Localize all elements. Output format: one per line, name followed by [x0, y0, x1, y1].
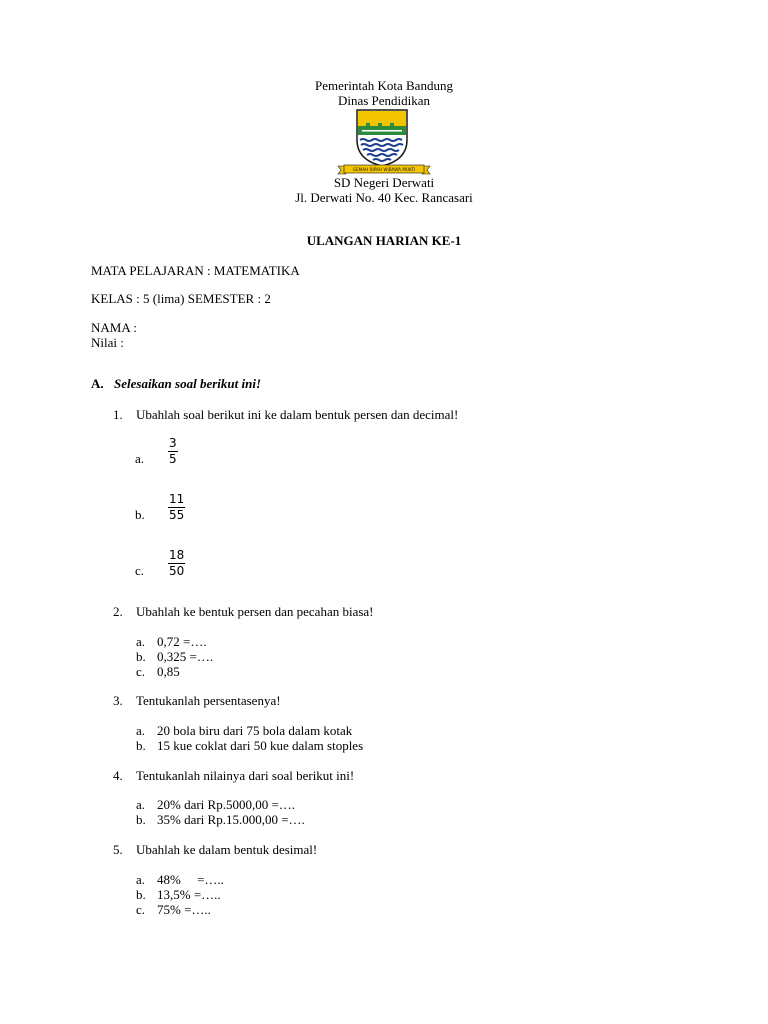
option-letter: a.: [135, 451, 145, 466]
option-letter: a.: [136, 872, 146, 887]
fraction-denominator: 50: [169, 564, 185, 578]
fraction: [168, 436, 178, 467]
option-letter: c.: [136, 664, 146, 679]
fraction-numerator: 11: [169, 492, 185, 506]
option-text: 13,5% =…..: [157, 887, 221, 902]
section-title: Selesaikan soal berikut ini!: [114, 376, 261, 391]
fraction-denominator: 5: [169, 452, 177, 466]
option-letter: b.: [136, 887, 146, 902]
option-letter: a.: [136, 797, 146, 812]
question-text: Ubahlah soal berikut ini ke dalam bentuk persen dan decimal!: [136, 407, 459, 422]
option-letter: b.: [136, 649, 146, 664]
question-text: Tentukanlah nilainya dari soal berikut ini!: [136, 768, 355, 783]
option-text: 0,85: [157, 664, 180, 679]
question-text: Ubahlah ke bentuk persen dan pecahan biasa!: [136, 604, 374, 619]
option-text: 0,325 =….: [157, 649, 214, 664]
question-text: Ubahlah ke dalam bentuk desimal!: [136, 842, 318, 857]
option-text: 75% =…..: [157, 902, 211, 917]
option-text: 20 bola biru dari 75 bola dalam kotak: [157, 723, 353, 738]
exam-title: ULANGAN HARIAN KE-1: [306, 233, 462, 248]
fraction-denominator: 55: [169, 508, 185, 522]
option-text: 20% dari Rp.5000,00 =….: [157, 797, 296, 812]
option-letter: a.: [136, 723, 146, 738]
option-letter: b.: [136, 738, 146, 753]
school-name: SD Negeri Derwati: [333, 175, 435, 190]
question-number: 2.: [113, 604, 123, 619]
section-marker: A.: [91, 376, 104, 391]
option-letter: b.: [136, 812, 146, 827]
option-letter: c.: [136, 902, 146, 917]
question-number: 3.: [113, 693, 123, 708]
question-text: Tentukanlah persentasenya!: [136, 693, 281, 708]
name-line: NAMA :: [91, 320, 137, 335]
class-line: KELAS : 5 (lima) SEMESTER : 2: [91, 291, 271, 306]
option-text: 48% =…..: [157, 872, 224, 887]
option-text: 0,72 =….: [157, 634, 207, 649]
option-text: 15 kue coklat dari 50 kue dalam stoples: [157, 738, 364, 753]
question-number: 4.: [113, 768, 123, 783]
emblem-motto: GEMAH RIPAH WIBAWA MUKTI: [352, 167, 416, 173]
subject-line: MATA PELAJARAN : MATEMATIKA: [91, 263, 300, 278]
question-number: 1.: [113, 407, 123, 422]
fraction-numerator: 3: [169, 436, 177, 450]
fraction-numerator: 18: [169, 548, 185, 562]
government-name: Pemerintah Kota Bandung: [315, 78, 453, 93]
city-emblem: [336, 108, 432, 176]
score-line: Nilai :: [91, 335, 124, 350]
fraction: [168, 492, 185, 523]
question-number: 5.: [113, 842, 123, 857]
option-letter: b.: [135, 507, 145, 522]
option-letter: c.: [135, 563, 145, 578]
option-text: 35% dari Rp.15.000,00 =….: [157, 812, 305, 827]
option-letter: a.: [136, 634, 146, 649]
fraction: [168, 548, 185, 579]
department-name: Dinas Pendidikan: [337, 93, 431, 108]
school-address: Jl. Derwati No. 40 Kec. Rancasari: [295, 190, 473, 205]
